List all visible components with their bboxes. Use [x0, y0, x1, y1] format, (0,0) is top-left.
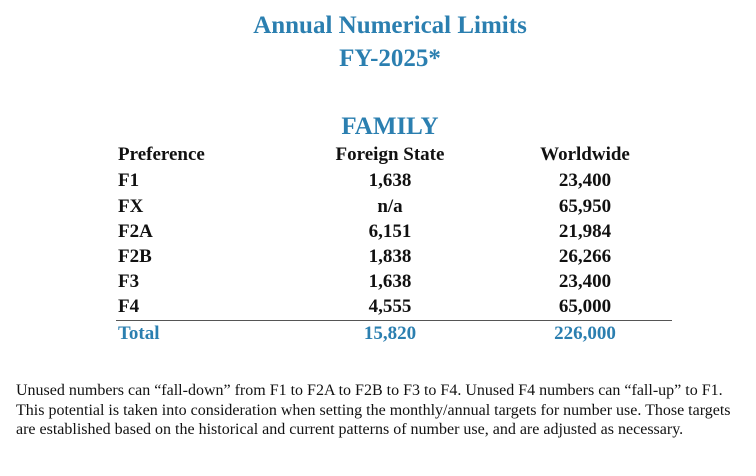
section-title-family: FAMILY [341, 113, 439, 140]
row-worldwide: 23,400 [558, 271, 612, 292]
row-worldwide: 21,984 [558, 221, 612, 242]
total-divider [116, 320, 672, 321]
row-preference: F2A [118, 221, 153, 242]
header-preference: Preference [118, 144, 205, 165]
row-preference: F4 [118, 296, 140, 317]
row-foreign-state: 1,838 [368, 246, 412, 267]
row-preference: F3 [118, 271, 140, 292]
row-foreign-state: 4,555 [368, 296, 412, 317]
row-preference: F2B [118, 246, 152, 267]
row-foreign-state: 1,638 [368, 271, 412, 292]
row-foreign-state: n/a [377, 196, 403, 217]
page-title: Annual Numerical Limits [253, 12, 527, 39]
row-preference: F1 [118, 170, 140, 191]
total-label: Total [118, 323, 160, 344]
row-worldwide: 26,266 [558, 246, 612, 267]
total-foreign-state: 15,820 [363, 323, 417, 344]
footnote-paragraph: Unused numbers can “fall-down” from F1 to F2A to F2B to F3 to F4. Unused F4 numbers can “fall-up” to F1. This potential is taken into consideration when setting the monthly/annual targets for number use. Those targets are established based on the historical and current patterns of number use, and are adjusted as necessary. [16, 382, 731, 438]
fiscal-year-title: FY-2025* [339, 45, 441, 72]
total-worldwide: 226,000 [554, 323, 616, 344]
row-foreign-state: 1,638 [368, 170, 412, 191]
row-worldwide: 65,950 [558, 196, 612, 217]
row-worldwide: 65,000 [558, 296, 612, 317]
row-preference: FX [118, 196, 144, 217]
row-worldwide: 23,400 [558, 170, 612, 191]
header-worldwide: Worldwide [540, 144, 630, 165]
header-foreign-state: Foreign State [335, 144, 445, 165]
row-foreign-state: 6,151 [368, 221, 412, 242]
